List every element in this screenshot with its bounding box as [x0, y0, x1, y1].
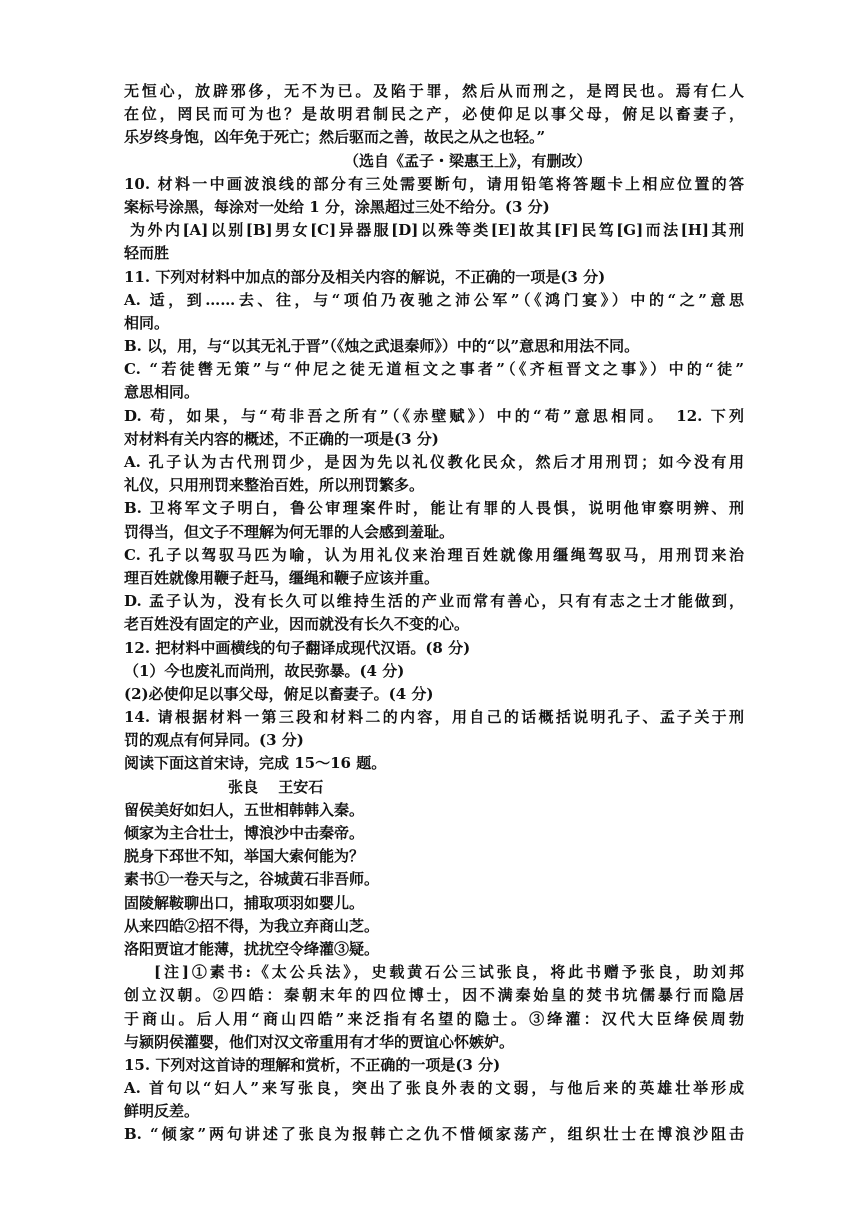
- poem-notes: 于商山。后人用“商山四皓”来泛指有名望的隐士。③绛灌：汉代大臣绛侯周勃: [124, 1009, 744, 1028]
- poem-line: 从来四皓②招不得，为我立弃商山芝。: [124, 916, 380, 935]
- question-15-stem: 15. 下列对这首诗的理解和赏析，不正确的一项是(3 分): [124, 1055, 501, 1074]
- question-10-passage: 轻而胜: [124, 244, 170, 263]
- poem-line: 素书①一卷天与之，谷城黄石非吾师。: [124, 870, 380, 889]
- source-citation: （选自《孟子・梁惠王上》，有删改）: [344, 151, 592, 170]
- question-11-option-c: 意思相同。: [124, 383, 200, 402]
- question-12-option-d: D. 孟子认为，没有长久可以维持生活的产业而常有善心，只有有志之士才能做到，: [124, 592, 744, 611]
- text-line: 乐岁终身饱，凶年免于死亡；然后驱而之善，故民之从之也轻。”: [124, 128, 546, 147]
- question-10-stem: 案标号涂黑，每涂对一处给 1 分，涂黑超过三处不给分。(3 分): [124, 197, 550, 216]
- poem-notes: 创立汉朝。②四皓：秦朝末年的四位博士，因不满秦始皇的焚书坑儒暴行而隐居: [124, 986, 744, 1005]
- question-14-stem: 罚的观点有何异同。(3 分): [124, 731, 304, 750]
- poem-notes: 与颍阴侯灌婴，他们对汉文帝重用有才华的贾谊心怀嫉妒。: [124, 1032, 515, 1051]
- question-12-option-a: A. 孔子认为古代刑罚少，是因为先以礼仪教化民众，然后才用刑罚；如今没有用: [124, 453, 744, 471]
- question-12-option-c: 理百姓就像用鞭子赶马，缰绳和鞭子应该并重。: [124, 568, 440, 587]
- question-15-option-a: A. 首句以“妇人”来写张良，突出了张良外表的文弱，与他后来的英雄壮举形成: [124, 1079, 744, 1098]
- question-12-stem: 对材料有关内容的概述，不正确的一项是(3 分): [124, 429, 439, 448]
- poem-line: 固陵解鞍聊出口，捕取项羽如婴儿。: [124, 893, 365, 912]
- question-11-option-c: C. “若徒辔无策”与“仲尼之徒无道桓文之事者”（《齐桓晋文之事》）中的“徒”: [124, 360, 744, 379]
- question-12-option-d: 老百姓没有固定的产业，因而就没有长久不变的心。: [124, 615, 470, 634]
- question-11-stem: 11. 下列对材料中加点的部分及相关内容的解说，不正确的一项是(3 分): [124, 267, 606, 286]
- question-11-option-d: D. 苟，如果，与“苟非吾之所有”（《赤壁赋》）中的“苟”意思相同。 12. 下列: [124, 406, 744, 425]
- question-12-option-b: 罚得当，但文子不理解为何无罪的人会感到羞耻。: [124, 522, 455, 541]
- question-12-option-a: 礼仪，只用刑罚来整治百姓，所以刑罚繁多。: [124, 476, 425, 495]
- question-14-stem: 14. 请根据材料一第三段和材料二的内容，用自己的话概括说明孔子、孟子关于刑: [124, 708, 744, 727]
- question-10-passage: 为外内[A]以别[B]男女[C]异器服[D]以殊等类[E]故其[F]民笃[G]而法[H]其刑: [130, 221, 744, 240]
- poem-instruction: 阅读下面这首宋诗，完成 15～16 题。: [124, 754, 387, 773]
- poem-line: 脱身下邳世不知，举国大索何能为？: [124, 847, 365, 866]
- poem-title: 张良 王安石: [228, 777, 324, 796]
- document-page: [124, 80, 744, 1147]
- question-11-option-b: B. 以，用，与“以其无礼于晋”（《烛之武退秦师》）中的“以”意思和用法不同。: [124, 337, 640, 356]
- translation-item-1: （1）今也废礼而尚刑，故民弥暴。(4 分): [124, 661, 405, 680]
- question-11-option-a: A. 适，到……去、往，与“项伯乃夜驰之沛公军”（《鸿门宴》）中的“之”意思: [124, 290, 744, 309]
- translation-question: 12. 把材料中画横线的句子翻译成现代汉语。(8 分): [124, 638, 471, 657]
- question-11-option-a: 相同。: [124, 313, 170, 332]
- poem-notes: [注]①素书:《太公兵法》，史载黄石公三试张良，将此书赠予张良，助刘邦: [154, 963, 744, 982]
- poem-line: 留侯美好如妇人，五世相韩韩入秦。: [124, 800, 365, 819]
- question-10-stem: 10. 材料一中画波浪线的部分有三处需要断句，请用铅笔将答题卡上相应位置的答: [124, 174, 744, 193]
- text-line: 在位，罔民而可为也？是故明君制民之产，必使仰足以事父母，俯足以畜妻子，: [124, 105, 744, 124]
- question-12-option-c: C. 孔子以驾驭马匹为喻，认为用礼仪来治理百姓就像用缰绳驾驭马，用刑罚来治: [124, 545, 744, 564]
- poem-line: 洛阳贾谊才能薄，扰扰空令绛灌③疑。: [124, 939, 380, 958]
- question-15-option-a: 鲜明反差。: [124, 1102, 200, 1121]
- translation-item-2: (2)必使仰足以事父母，俯足以畜妻子。(4 分): [124, 684, 434, 703]
- text-line: 无恒心，放辟邪侈，无不为已。及陷于罪，然后从而刑之，是罔民也。焉有仁人: [124, 82, 744, 100]
- poem-line: 倾家为主合壮士，博浪沙中击秦帝。: [124, 824, 365, 842]
- question-15-option-b: B. “倾家”两句讲述了张良为报韩亡之仇不惜倾家荡产，组织壮士在博浪沙阻击: [124, 1125, 744, 1144]
- question-12-option-b: B. 卫将军文子明白，鲁公审理案件时，能让有罪的人畏惧，说明他审察明辨、刑: [124, 499, 744, 518]
